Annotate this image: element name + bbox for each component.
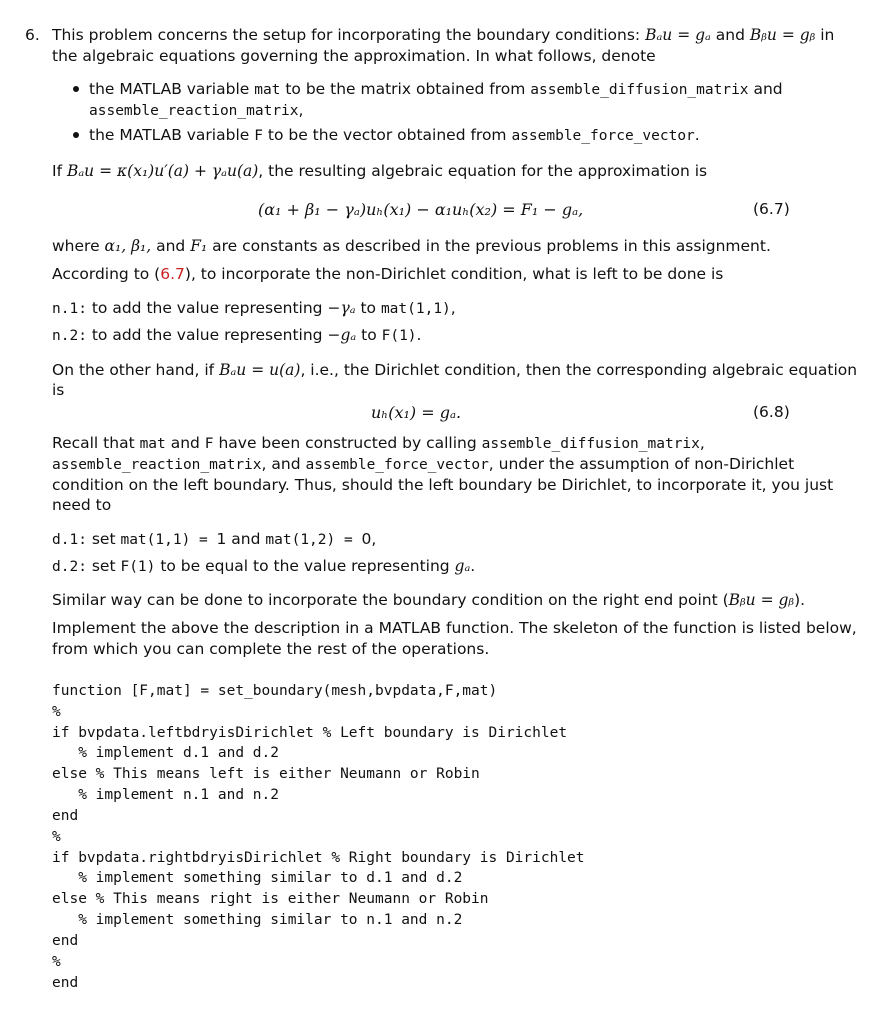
code-line: end <box>52 933 79 949</box>
code-line: % implement something similar to n.1 and n.2 <box>52 912 463 928</box>
code-line: function [F,mat] = set_boundary(mesh,bvpdata,F,mat) <box>52 683 498 699</box>
code-line: if bvpdata.leftbdryisDirichlet % Left boundary is Dirichlet <box>52 725 568 741</box>
bullet-icon <box>73 132 79 138</box>
code-line: if bvpdata.rightbdryisDirichlet % Right boundary is Dirichlet <box>52 850 585 866</box>
problem-intro-line-1: This problem concerns the setup for incorporating the boundary conditions: Bₐu = gₐ and Bᵦu = gᵦ in <box>52 26 835 44</box>
similar-line: Similar way can be done to incorporate the boundary condition on the right end point (Bᵦu = gᵦ). <box>52 591 806 609</box>
code-line: % implement n.1 and n.2 <box>52 787 279 803</box>
code-line: else % This means left is either Neumann or Robin <box>52 766 480 782</box>
bullet-item: the MATLAB variable F to be the vector obtained from assemble_force_vector. <box>89 126 700 144</box>
problem-intro-line-2: the algebraic equations governing the approximation. In what follows, denote <box>52 47 656 65</box>
code-line: end <box>52 975 79 991</box>
bullet-item-continuation: assemble_reaction_matrix, <box>89 101 304 119</box>
code-line: % <box>52 704 61 720</box>
equation-number-6-7: (6.7) <box>753 200 790 218</box>
implement-line-1: Implement the above the description in a MATLAB function. The skeleton of the function is listed below, <box>52 619 857 637</box>
recall-line-4: need to <box>52 496 112 514</box>
code-line: % <box>52 829 61 845</box>
equation-6-8: uₕ(x₁) = gₐ. <box>371 403 462 422</box>
equation-reference-link[interactable]: 6.7 <box>160 265 185 283</box>
according-line: According to (6.7), to incorporate the non-Dirichlet condition, what is left to be done is <box>52 265 724 283</box>
code-line: % implement d.1 and d.2 <box>52 745 279 761</box>
step-d1: d.1: set mat(1,1) = 1 and mat(1,2) = 0, <box>52 530 377 548</box>
code-line: else % This means right is either Neumann or Robin <box>52 891 489 907</box>
code-line: % <box>52 954 61 970</box>
bullet-icon <box>73 86 79 92</box>
code-line: end <box>52 808 79 824</box>
implement-line-2: from which you can complete the rest of the operations. <box>52 640 490 658</box>
dirichlet-intro-continuation: is <box>52 381 65 399</box>
problem-number: 6. <box>25 26 40 44</box>
recall-line-3: condition on the left boundary. Thus, should the left boundary be Dirichlet, to incorporate it, you just <box>52 476 834 494</box>
step-n1: n.1: to add the value representing −γₐ to mat(1,1), <box>52 299 456 317</box>
step-d2: d.2: set F(1) to be equal to the value representing gₐ. <box>52 557 476 575</box>
equation-6-7: (α₁ + β₁ − γₐ)uₕ(x₁) − α₁uₕ(x₂) = F₁ − gₐ, <box>258 200 584 219</box>
robin-intro: If Bₐu = κ(x₁)u′(a) + γₐu(a), the resulting algebraic equation for the approximation is <box>52 162 708 180</box>
code-line: % implement something similar to d.1 and d.2 <box>52 870 463 886</box>
recall-line-2: assemble_reaction_matrix, and assemble_force_vector, under the assumption of non-Dirichlet <box>52 455 795 473</box>
dirichlet-intro: On the other hand, if Bₐu = u(a), i.e., the Dirichlet condition, then the corresponding algebraic equation <box>52 361 858 379</box>
bullet-item: the MATLAB variable mat to be the matrix obtained from assemble_diffusion_matrix and <box>89 80 783 98</box>
recall-line-1: Recall that mat and F have been constructed by calling assemble_diffusion_matrix, <box>52 434 705 452</box>
equation-number-6-8: (6.8) <box>753 403 790 421</box>
step-n2: n.2: to add the value representing −gₐ to F(1). <box>52 326 422 344</box>
where-line: where α₁, β₁, and F₁ are constants as described in the previous problems in this assignment. <box>52 237 771 255</box>
